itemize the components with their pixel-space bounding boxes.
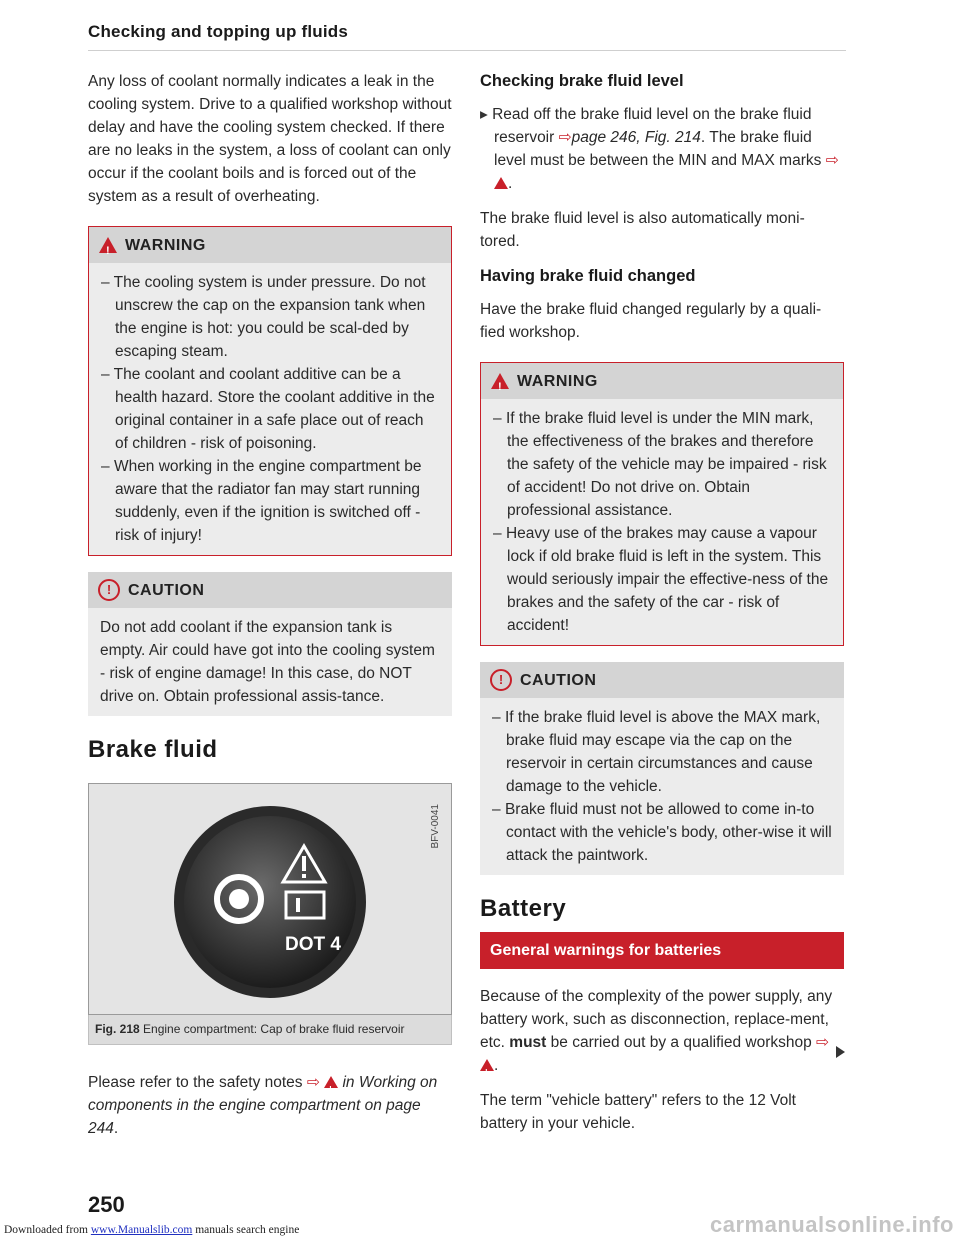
warning-body xyxy=(89,263,451,555)
figure-ref-link[interactable]: page 246, Fig. 214 xyxy=(571,129,701,146)
coolant-caution-box xyxy=(88,572,452,716)
warning-item: – The cooling system is under pressure. Do not unscrew the cap on the expansion tank when the engine is hot: you could be scal-ded by escaping steam. xyxy=(101,271,439,363)
caution-text: Do not add coolant if the expansion tank is empty. Air could have got into the cooling system - risk of engine damage! In this case, do NOT drive on. Obtain professional assis-tance. xyxy=(100,619,435,705)
caution-label: CAUTION xyxy=(520,671,597,689)
coolant-warning-box xyxy=(88,226,452,556)
download-footer: Downloaded from www.Manualslib.com manuals search engine xyxy=(4,1224,300,1236)
ref-arrow-icon: ⇨ xyxy=(825,152,839,169)
running-header xyxy=(88,22,846,51)
left-column xyxy=(88,70,452,1152)
safety-notes: Please refer to the safety notes ⇨ ! in Working on components in the engine compartment on page 244. xyxy=(88,1071,452,1140)
header-title: Checking and topping up fluids xyxy=(88,22,349,41)
figure-code: BFV-0041 xyxy=(430,804,441,849)
figure-caption xyxy=(88,1015,452,1045)
watermark: carmanualsonline.info xyxy=(710,1212,954,1237)
check-instruction: ▸ Read off the brake fluid level on the brake fluid reservoir ⇨page 246, Fig. 214. The brake fluid level must be between the MIN and MAX marks ⇨ !. xyxy=(480,103,844,195)
auto-monitor-text: The brake fluid level is also automatically moni-tored. xyxy=(480,210,805,250)
battery-term-text: The term "vehicle battery" refers to the 12 Volt battery in your vehicle. xyxy=(480,1092,796,1132)
caution-header xyxy=(480,662,844,698)
warning-ref-icon xyxy=(494,177,508,189)
brake-caution-box xyxy=(480,662,844,875)
general-warnings-bar: General warnings for batteries xyxy=(480,932,844,969)
warning-item: – The coolant and coolant additive can be a health hazard. Store the coolant additive in the original container in a safe place out of reach of children - risk of poisoning. xyxy=(101,363,439,455)
bullet-arrow-icon: ▸ xyxy=(480,106,493,123)
warning-label: WARNING xyxy=(125,236,206,254)
ref-arrow-icon: ⇨ xyxy=(558,129,572,146)
warning-item: – If the brake fluid level is under the MIN mark, the effectiveness of the brakes and therefore the safety of the vehicle may be impaired - risk of accident! Do not drive on. Obtain professional assistance. xyxy=(493,407,831,522)
warning-triangle-icon xyxy=(491,373,509,389)
change-text: Have the brake fluid changed regularly by a quali-fied workshop. xyxy=(480,301,822,341)
caution-body xyxy=(88,608,452,716)
caution-label: CAUTION xyxy=(128,581,205,599)
caution-item: – Brake fluid must not be allowed to come in-to contact with the vehicle's body, other-wise it will attack the paintwork. xyxy=(492,798,832,867)
caution-item: – If the brake fluid level is above the MAX mark, brake fluid may escape via the cap on the reservoir in certain circumstances and cause damage to the vehicle. xyxy=(492,706,832,798)
section-title-battery: Battery xyxy=(480,895,567,922)
caution-icon: ! xyxy=(98,579,120,601)
figure-caption-text: Engine compartment: Cap of brake fluid reservoir xyxy=(143,1022,405,1036)
cap-illustration xyxy=(89,784,451,1014)
ref-arrow-icon: ⇨ xyxy=(306,1074,320,1091)
caution-header xyxy=(88,572,452,608)
caution-icon: ! xyxy=(490,669,512,691)
warning-ref-icon xyxy=(324,1076,338,1088)
warning-item: – Heavy use of the brakes may cause a vapour lock if old brake fluid is left in the system. This would seriously impair the effective-ness of the brakes and the safety of the car - risk of accident! xyxy=(493,522,831,637)
battery-work-text: Because of the complexity of the power supply, any battery work, such as disconnection, replace-ment, etc. must be carried out by a qualified workshop ⇨ !. xyxy=(480,985,844,1077)
figure-number: Fig. 218 xyxy=(95,1022,140,1036)
right-column xyxy=(480,70,844,1147)
warning-ref-icon xyxy=(480,1059,494,1071)
manualslib-link[interactable]: www.Manualslib.com xyxy=(90,1224,193,1236)
heading-checking-brake-fluid: Checking brake fluid level xyxy=(480,72,684,90)
safety-link[interactable]: in Working on components in the engine compartment on page 244 xyxy=(88,1074,438,1137)
cap-face xyxy=(184,816,356,988)
page-number: 250 xyxy=(88,1192,125,1217)
caution-body xyxy=(480,698,844,875)
warning-triangle-icon xyxy=(99,237,117,253)
warning-label: WARNING xyxy=(517,372,598,390)
ref-arrow-icon: ⇨ xyxy=(816,1034,830,1051)
warning-item: – When working in the engine compartment be aware that the radiator fan may start running suddenly, even if the ignition is switched off - risk of injury! xyxy=(101,455,439,547)
warning-header xyxy=(481,363,843,399)
brake-warning-box xyxy=(480,362,844,646)
cap-dot-label: DOT 4 xyxy=(285,934,341,955)
continue-arrow-icon xyxy=(836,1046,845,1058)
warning-body xyxy=(481,399,843,645)
coolant-intro: Any loss of coolant normally indicates a leak in the cooling system. Drive to a qualified workshop without delay and have the cooling system checked. If there are no leaks in the system, a loss of coolant can only occur if the coolant boils and is forced out of the system as a result of overheating. xyxy=(88,73,452,205)
brake-fluid-cap-figure xyxy=(88,783,452,1015)
section-title-brake-fluid: Brake fluid xyxy=(88,736,218,763)
heading-having-brake-fluid-changed: Having brake fluid changed xyxy=(480,267,696,285)
warning-header xyxy=(89,227,451,263)
